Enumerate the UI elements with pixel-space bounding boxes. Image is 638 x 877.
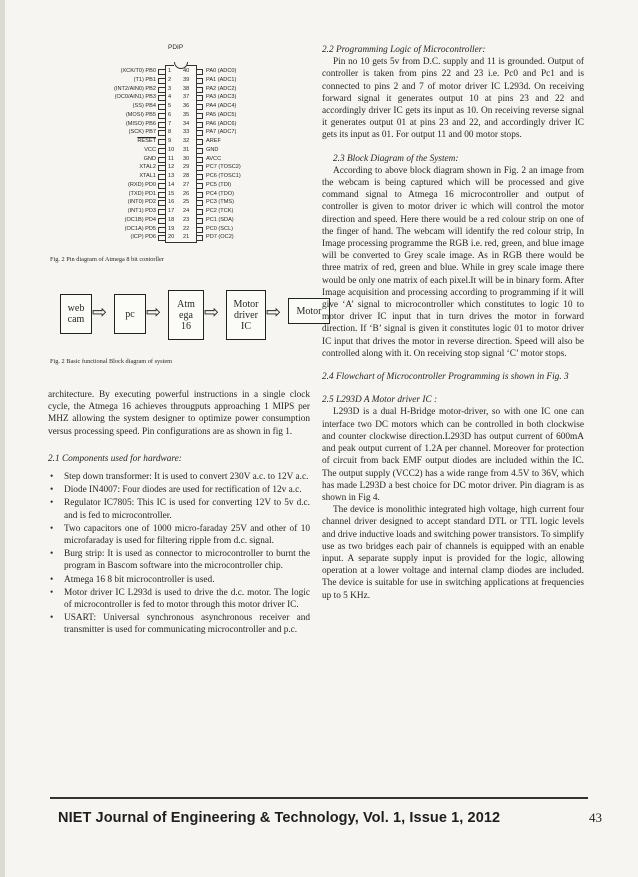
pin-number-left: 7: [168, 120, 172, 127]
block-motor-driver: [226, 290, 266, 340]
section-2-5-text-1: L293D is a dual H-Bridge motor-driver, so with one IC one can interface two DC motors which can be controlled in both clockwise and counter clockwise direction.L293D has output current of 600mA and peak output current of 1.2A per channel. Moreover for protection of circuit from back EMF output diodes are included within the IC. The output supply (VCC2) has a wide range from 4.5V to 36V, which has made L293D a best choice for DC motor driver. Pin diagram is as shown in Fig 4.: [322, 407, 584, 503]
pin-label-right: PD7 (OC2): [206, 234, 234, 241]
intro-paragraph: architecture. By executing powerful instructions in a single clock cycle, the Atmega 16 achieves througputs approaching 1 MIPS per MHZ allowing the system designer to optimize power consumption versus processing speed. Pin configurations are as shown in fig 1.: [48, 390, 310, 437]
arrow-icon: ⇨: [266, 302, 282, 323]
pin-number-right: 37: [183, 94, 190, 101]
pin-lead-right: [196, 227, 203, 233]
block-pc-label: pc: [125, 308, 135, 320]
block-motor-driver-line3: IC: [241, 320, 251, 332]
pin-number-left: 17: [168, 208, 175, 214]
block-atmega: [168, 290, 204, 340]
pin-label-left: (SS) PB4: [132, 103, 156, 109]
pin-lead-left: [158, 218, 165, 224]
page-edge-shadow: [0, 0, 5, 877]
pin-number-left: 13: [168, 173, 175, 179]
pin-label-right: PC3 (TMS): [206, 199, 234, 206]
pin-lead-left: [158, 78, 165, 84]
pin-lead-left: [158, 165, 165, 171]
pin-number-right: 26: [183, 190, 190, 197]
pin-number-right: 25: [183, 199, 190, 206]
pin-lead-right: [196, 69, 203, 75]
section-2-2-heading: 2.2 Programming Logic of Microcontroller:: [322, 45, 486, 55]
pin-number-left: 5: [168, 103, 172, 109]
pin-label-left: (OC1A) PD5: [124, 225, 156, 232]
pin-number-right: 22: [183, 225, 190, 232]
pin-number-left: 2: [168, 76, 172, 83]
section-2-1-heading: 2.1 Components used for hardware:: [48, 453, 182, 464]
component-list-item: • Motor driver IC L293d is used to drive the d.c. motor. The logic of microcontroller is fed to motor through this motor driver IC.: [48, 587, 310, 611]
pin-diagram-caption: Fig. 2 Pin diagram of Atmega 8 bit contorller: [50, 256, 164, 263]
block-atmega-line2: ega: [179, 309, 193, 321]
pin-label-left: (RXD) PD0: [128, 181, 156, 188]
component-list: [48, 471, 310, 637]
footer-rule: [50, 797, 588, 799]
pin-number-right: 40: [183, 68, 190, 74]
pin-lead-left: [158, 139, 165, 145]
arrow-icon: ⇨: [92, 302, 108, 323]
pin-label-left: (INT1) PD3: [127, 208, 156, 214]
block-diagram-caption: Fig. 2 Basic functional Block diagram of system: [50, 358, 173, 365]
left-column: [48, 389, 310, 638]
pin-label-left: GND: [143, 155, 156, 162]
block-webcam: [60, 294, 92, 334]
journal-footer: NIET Journal of Engineering & Technology, Vol. 1, Issue 1, 2012: [58, 810, 501, 826]
section-2-2-text: Pin no 10 gets 5v from D.C. supply and 11 is grounded. Output of controller is taken from pins 22 and 23 i.e. Pc0 and Pc1 and is connected to pins 2 and 7 of motor driver IC L293d. On receiving forward signal it generates output 10 at pins 23 and 22 and accordingly driver IC gets its input as 10. On receiving reverse signal it generates output 01 at pins 23 and 22, and accordingly driver IC gets its input as 01. For output 11 and 00 motor stops.: [322, 57, 584, 141]
pin-label-right: PA4 (ADC4): [206, 103, 237, 109]
pin-lead-right: [196, 192, 203, 198]
pin-number-right: 30: [183, 155, 190, 162]
pin-lead-left: [158, 130, 165, 136]
pin-lead-right: [196, 148, 203, 154]
pin-lead-right: [196, 157, 203, 163]
right-column: [322, 44, 584, 602]
pin-number-left: 6: [168, 111, 172, 118]
block-pc: [114, 294, 146, 334]
block-webcam-line1: web: [67, 303, 85, 314]
pin-number-left: 18: [168, 216, 175, 223]
pin-diagram-figure: [48, 36, 312, 264]
pin-lead-right: [196, 174, 203, 180]
pin-lead-left: [158, 95, 165, 101]
pin-number-left: 11: [168, 155, 174, 162]
pin-lead-left: [158, 87, 165, 93]
pin-label-right: PA0 (ADC0): [206, 68, 237, 74]
pin-number-right: 31: [183, 146, 190, 153]
pin-lead-left: [158, 174, 165, 180]
pin-label-left: (SCK) PB7: [128, 129, 156, 136]
pin-label-right: PA6 (ADC6): [206, 120, 237, 127]
component-list-item: • Two capacitors one of 1000 micro-faraday 25V and other of 10 microfaraday is used for filtering ripple from d.c. signal.: [48, 523, 310, 547]
pin-label-right: PC6 (TOSC1): [206, 173, 241, 179]
pin-lead-right: [196, 78, 203, 84]
pin-lead-right: [196, 235, 203, 241]
section-2-4-heading: 2.4 Flowchart of Microcontroller Programming is shown in Fig. 3: [322, 372, 569, 383]
section-2-3-text: According to above block diagram shown in Fig. 2 an image from the webcam is being captured which will be processed and give command signal to Atmega 16 microcontroller and output of controller is given to motor driver ic which will control the motor direction and speed. Here there would be a red colour strip on one of the finger of hand. The webcam will identify the red colour strip, In Image processing programme the RGB i.e. red, green, and blue image will be converted to Grey scale image. As in RGB there would be three matrix of red, green and blue. While in grey scale image there would be only one matrix of each pixel.It will be in binary form. After Image acquisition and processing according to programming if it will give ‘A’ signal to microcontroller which constitutes to logic 10 to motor driver IC input that in turn drives the motor in forward direction. If ‘B’ signal is given it constitutes logic 01 to motor driver IC input that drives the motor in reverse direction. Speed will also be controlled along with it. On receiving stop signal ‘C’ motor stops.: [322, 165, 584, 359]
section-2-5-heading: 2.5 L293D A Motor driver IC :: [322, 395, 438, 406]
pin-lead-left: [158, 183, 165, 189]
pin-label-left: (MOSI) PB5: [125, 111, 156, 118]
pin-number-right: 35: [183, 111, 190, 118]
pin-number-right: 32: [183, 138, 190, 144]
pin-label-right: PA2 (ADC2): [206, 85, 237, 92]
pin-lead-left: [158, 69, 165, 75]
pin-label-right: GND: [206, 146, 219, 153]
pin-lead-left: [158, 235, 165, 241]
package-label: PDIP: [168, 44, 184, 51]
block-webcam-line2: cam: [67, 314, 85, 325]
pin-label-right: PA3 (ADC3): [206, 94, 237, 101]
chip-top-edge-right: [187, 65, 196, 66]
pin-label-left: (T1) PB1: [133, 76, 156, 83]
pin-number-right: 28: [183, 173, 190, 179]
pin-label-left: (OC1B) PD4: [124, 216, 156, 223]
pin-label-left: (XCK/T0) PB0: [120, 68, 156, 74]
pin-lead-right: [196, 104, 203, 110]
pin-label-left: (MISO) PB6: [125, 120, 156, 127]
pin-number-right: 34: [183, 120, 190, 127]
pin-number-right: 29: [183, 164, 190, 171]
block-motor-driver-line2: driver: [234, 309, 258, 321]
pin-number-right: 39: [183, 76, 190, 83]
pin-lead-left: [158, 148, 165, 154]
pin-number-left: 20: [168, 234, 175, 241]
pin-number-right: 38: [183, 85, 190, 92]
pin-label-right: PC1 (SDA): [206, 216, 234, 223]
pin-lead-right: [196, 130, 203, 136]
pin-lead-right: [196, 209, 203, 215]
pin-lead-right: [196, 200, 203, 206]
block-motor-driver-line1: Motor: [233, 298, 259, 310]
block-diagram-figure: [48, 286, 322, 376]
pin-lead-right: [196, 139, 203, 145]
pin-number-left: 3: [168, 85, 172, 92]
pin-number-left: 4: [168, 94, 172, 101]
pin-label-left: (INT2/AIN0) PB2: [114, 85, 156, 92]
pin-label-left: (TXD) PD1: [128, 190, 156, 197]
pin-number-left: 19: [168, 225, 175, 232]
pin-number-right: 36: [183, 103, 190, 109]
pin-lead-left: [158, 227, 165, 233]
pin-number-left: 8: [168, 129, 172, 136]
pin-lead-right: [196, 183, 203, 189]
pin-label-left: (ICP) PD6: [130, 234, 156, 241]
pin-lead-right: [196, 95, 203, 101]
page-number: 43: [589, 810, 602, 825]
pin-number-left: 15: [168, 190, 175, 197]
pin-label-right: PC0 (SCL): [206, 225, 234, 232]
pin-number-right: 33: [183, 129, 190, 136]
arrow-icon: ⇨: [146, 302, 162, 323]
pin-lead-right: [196, 113, 203, 119]
pin-label-left: (INT0) PD2: [127, 199, 156, 206]
section-2-5-text-2: The device is monolithic integrated high voltage, high current four channel driver designed to accept standard DTL or TTL logic levels and drive inductive loads and switching power transistors. To simplify use as two bridges each pair of channels is equipped with an enable input. A separate supply input is provided for the logic, allowing operation at a lower voltage and internal clamp diodes are included. The device is suitable for use in switching applications at frequencies up to 5 KHz.: [322, 505, 584, 601]
pin-label-left: RESET: [137, 138, 156, 144]
pin-label-right: PC2 (TCK): [206, 208, 234, 214]
pin-number-left: 9: [168, 138, 172, 144]
block-atmega-line3: 16: [181, 320, 191, 332]
pin-lead-left: [158, 122, 165, 128]
arrow-icon: ⇨: [204, 302, 220, 323]
component-list-item: • USART: Universal synchronous asynchronous receiver and transmitter is used for communicating microcontroller and p.c.: [48, 612, 310, 636]
pin-label-left: (OC0/AIN1) PB3: [114, 94, 156, 101]
pin-number-right: 23: [183, 216, 190, 223]
pin-number-left: 1: [168, 68, 172, 74]
pin-label-right: PA7 (ADC7): [206, 129, 237, 136]
pin-lead-right: [196, 122, 203, 128]
component-list-item: • Step down transformer: It is used to convert 230V a.c. to 12V a.c.: [48, 471, 310, 483]
pin-label-left: XTAL2: [139, 164, 156, 171]
component-list-item: • Diode IN4007: Four diodes are used for rectification of 12v a.c.: [48, 484, 310, 496]
pin-lead-left: [158, 113, 165, 119]
pin-number-right: 21: [183, 234, 190, 241]
component-list-item: • Atmega 16 8 bit microcontroller is used.: [48, 574, 310, 586]
pin-label-right: PC5 (TDI): [206, 181, 232, 188]
pin-lead-left: [158, 104, 165, 110]
component-list-item: • Burg strip: It is used as connector to microcontroller to burnt the program in Bascom software into the microcontroller chip.: [48, 548, 310, 572]
pin-lead-left: [158, 209, 165, 215]
pin-number-right: 27: [183, 181, 190, 188]
component-list-item: • Regulator IC7805: This IC is used for converting 12V to 5v d.c. and is fed to microcontroller.: [48, 497, 310, 521]
pin-label-right: PA5 (ADC5): [206, 111, 237, 118]
block-atmega-line1: Atm: [177, 298, 195, 310]
pin-label-right: PA1 (ADC1): [206, 76, 237, 83]
pin-label-right: PC7 (TOSC2): [206, 164, 241, 171]
pin-lead-right: [196, 87, 203, 93]
pin-label-left: VCC: [144, 146, 156, 153]
block-motor-label: Motor: [296, 305, 322, 317]
pin-label-right: PC4 (TDO): [206, 190, 234, 197]
chip-top-edge-left: [165, 65, 174, 66]
pin-number-left: 16: [168, 199, 175, 206]
pin-number-left: 10: [168, 146, 175, 153]
pin-number-right: 24: [183, 208, 190, 214]
pin-label-left: XTAL1: [139, 173, 156, 179]
pin-lead-right: [196, 165, 203, 171]
pin-number-left: 14: [168, 181, 175, 188]
pin-lead-left: [158, 200, 165, 206]
pin-lead-right: [196, 218, 203, 224]
pin-lead-left: [158, 157, 165, 163]
pin-label-right: AVCC: [206, 155, 222, 162]
pin-lead-left: [158, 192, 165, 198]
pin-number-left: 12: [168, 164, 175, 171]
section-2-3-heading: 2.3 Block Diagram of the System:: [333, 153, 459, 164]
pin-label-right: AREF: [206, 138, 221, 144]
